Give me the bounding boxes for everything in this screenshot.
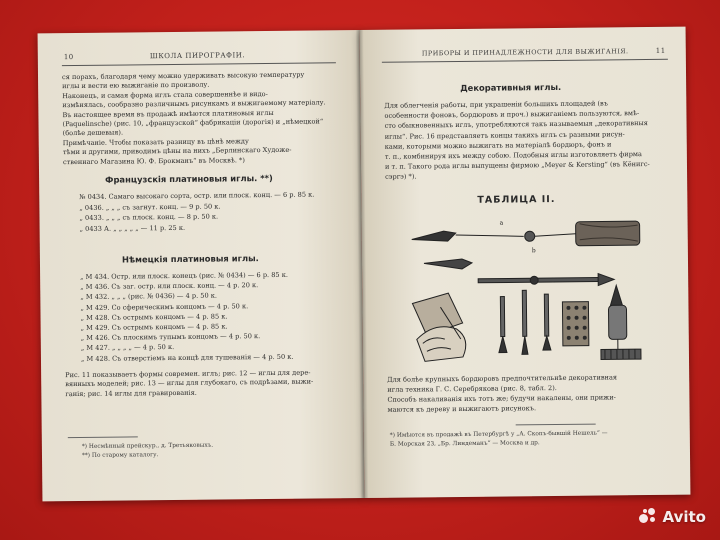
text-line: (болѣе дешевыя). (62, 128, 124, 138)
text-line: ственнаго Магазина Ю. Ф. Брокманъ“ въ Москвѣ. *) (62, 155, 245, 166)
svg-text:a: a (499, 219, 504, 227)
text-line: иглы и вести ею выжиганіе по произволу. (62, 81, 210, 91)
left-running-head: ШКОЛА ПИРОГРАФІИ. (149, 51, 246, 61)
price-row: „ М 427. „ „ „ „ — 4 р. 50 к. (80, 343, 175, 353)
avito-watermark (639, 508, 706, 526)
german-needles-heading: Нѣмецкія платиновыя иглы. (121, 253, 259, 265)
price-row: „ 0433 А. „ „ „ „ „ — 11 р. 25 к. (79, 223, 186, 233)
french-needles-heading: Французскія платиновыя иглы. **) (105, 172, 273, 185)
decorative-needles-heading: Декоративныя иглы. (460, 81, 562, 93)
tools-illustration (403, 209, 651, 370)
left-head-rule (62, 62, 336, 66)
text-line: ся порахъ, благодаря чему можно удерживать высокую температуру (61, 70, 305, 82)
text-line: сэргэ) *). (385, 172, 417, 182)
table-title: ТАБЛИЦА II. (477, 193, 556, 206)
right-head-rule (382, 59, 668, 63)
svg-text:b: b (531, 247, 536, 255)
text-line: игла техника Г. С. Серебрякова (рис. 8, табл. 2). (387, 383, 557, 394)
price-row: „ 0436. „ „ „ съ загнут. конц. — 9 р. 50 к. (79, 201, 221, 212)
text-line: т. п., комбинируя ихъ между собою. Подобныя иглы изготовляетъ фирма (384, 150, 643, 161)
text-line: особенности фоновъ, бордюровъ и проч.) выжиганіемъ пользуются, вмѣ- (384, 109, 640, 120)
text-line: Способъ накаливанія ихъ тотъ же; будучи накалены, они прижи- (387, 393, 616, 404)
left-page (38, 30, 365, 501)
text-line: Наконецъ, и самая форма иглъ стала совершеннѣе и видо- (62, 89, 268, 100)
text-line: Для облегченія работы, при украшеніи большихъ площадей (въ (384, 99, 608, 110)
text-line: иглы“. Рис. 16 представляетъ концы такихъ иглъ съ разными рисун- (384, 129, 625, 141)
price-row: „ М 428. Съ острымъ концомъ — 4 р. 85 к. (80, 312, 228, 322)
right-page-number: 11 (655, 46, 666, 55)
footnote-line: **) По старому каталогу. (81, 452, 159, 459)
left-page-number: 10 (63, 53, 74, 62)
text-line: ками, которыми можно выжигать на матеріалѣ бордюръ, фонъ и (384, 140, 612, 151)
price-row: „ М 429. Со сферическимъ концомъ — 4 р. 50 к. (80, 301, 249, 312)
price-row: „ М 434. Остр. или плоск. конецъ (рис. № 0434) — 6 р. 85 к. (80, 270, 288, 281)
price-row: „ М 436. Съ заг. остр. или плоск. конц. — 4 р. 20 к. (80, 281, 259, 292)
avito-logo-icon (639, 508, 659, 526)
footnote-line: Б. Морская 23, „Бр. Линдеманъ“ — Москва и др. (389, 440, 540, 448)
left-footnote-rule (68, 436, 138, 438)
price-row: „ М 432. „ „ „ (рис. № 0436) — 4 р. 50 к. (80, 291, 218, 302)
text-line: маются къ дереву и выжигаютъ рисунокъ. (387, 404, 537, 414)
footnote-line: *) Имѣются въ продажѣ въ Петербургѣ у „А. Скопъ-бывшій Нешель“ — (389, 430, 608, 439)
text-line: тѣми и другими, приводимъ цѣны на нихъ „Берлинскаго Художе- (62, 145, 292, 157)
text-line: вянныхъ моделей; рис. 13 — иглы для глубокаго, съ подрѣзами, выжи- (65, 377, 314, 389)
text-line: и т. п. Такого рода иглы выпущены фирмою „Meyer & Kersting“ (въ Кёнигс- (384, 160, 650, 171)
text-line: сто обыкновенныхъ иглъ, употребляются такъ называемыя „декоративныя (384, 119, 648, 131)
text-line: ганія; рис. 14 иглы для гравированія. (65, 388, 197, 398)
price-row: „ М 429. Съ острымъ концомъ — 4 р. 85 к. (80, 322, 228, 332)
text-line: Рис. 11 показываетъ формы современ. иглъ; рис. 12 — иглы для дере- (65, 368, 311, 380)
open-booklet (38, 27, 691, 502)
text-line: Для болѣе крупныхъ бордюровъ предпочтительнѣе декоративная (387, 373, 618, 384)
text-line: Примѣчаніе. Чтобы показать разницу въ цѣнѣ между (62, 136, 249, 147)
right-page (360, 27, 691, 498)
price-row: „ М 426. Съ плоскимъ тупымъ концомъ — 4 р. 50 к. (80, 332, 261, 343)
text-line: (Paquelinsche) (рис. 10, „французской“ фабрикаціи (дорогія) и „нѣмецкой“ (62, 117, 324, 129)
footnote-line: *) Несмѣнный прейскур., д. Третьяковыхъ. (81, 442, 214, 450)
right-running-head: ПРИБОРЫ И ПРИНАДЛЕЖНОСТИ ДЛЯ ВЫЖИГАНІЯ. (421, 47, 629, 58)
text-line: Въ настоящее время въ продажѣ имѣются платиновыя иглы (62, 108, 274, 119)
price-row: „ 0433. „ „ „ съ плоск. конц. — 8 р. 50 к. (79, 212, 219, 222)
price-row: № 0434. Самаго высокаго сорта, остр. или плоск. конц. — 6 р. 85 к. (79, 190, 315, 201)
right-footnote-rule (516, 424, 596, 426)
price-row: „ М 428. Съ отверстіемъ на концѣ для тушеванія — 4 р. 50 к. (80, 352, 294, 363)
text-line: измѣнялась, сообразно различнымъ рисункамъ и выжигаемому матеріалу. (62, 98, 326, 110)
avito-brand-text: Avito (662, 508, 706, 526)
